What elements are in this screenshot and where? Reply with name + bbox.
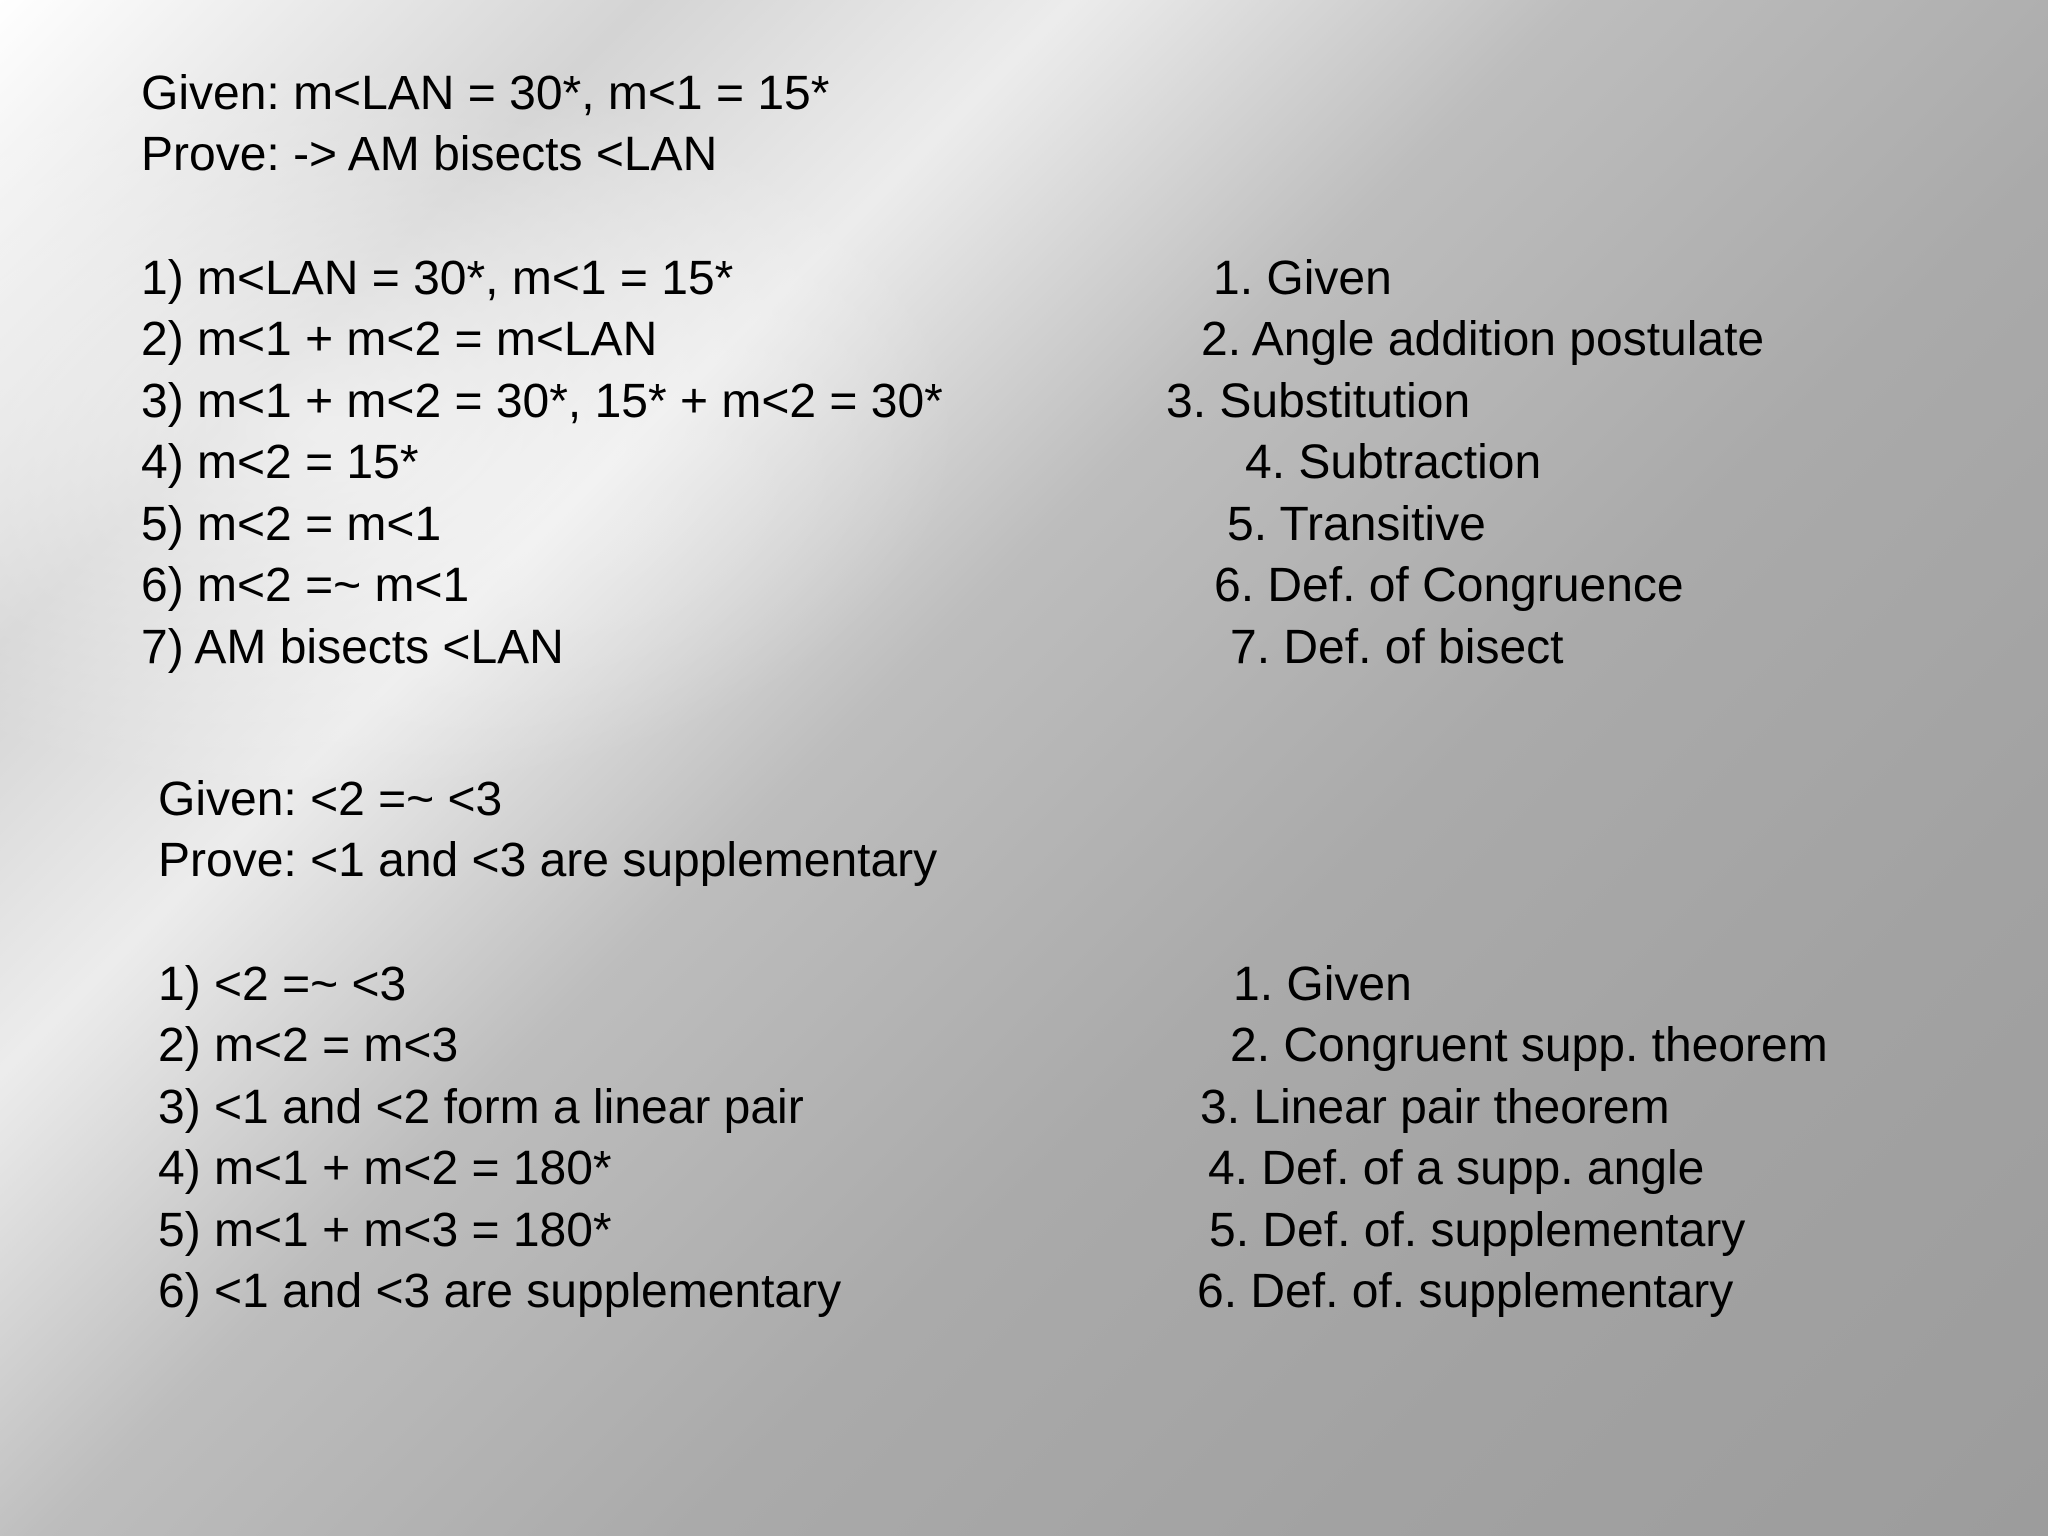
proof1-statement-5: 5) m<2 = m<1 xyxy=(141,498,442,551)
proof1-reason-2: 2. Angle addition postulate xyxy=(1201,313,1765,366)
proof1-statement-6: 6) m<2 =~ m<1 xyxy=(141,559,470,612)
proof1-statement-1: 1) m<LAN = 30*, m<1 = 15* xyxy=(141,252,734,305)
proof1-given: Given: m<LAN = 30*, m<1 = 15* xyxy=(141,67,830,120)
proof1-reason-5: 5. Transitive xyxy=(1227,498,1486,551)
proof1-reason-7: 7. Def. of bisect xyxy=(1230,621,1564,674)
proof2-reason-2: 2. Congruent supp. theorem xyxy=(1230,1019,1828,1072)
proof2-statement-6: 6) <1 and <3 are supplementary xyxy=(158,1265,842,1318)
proof1-reason-6: 6. Def. of Congruence xyxy=(1214,559,1684,612)
proof1-statement-3: 3) m<1 + m<2 = 30*, 15* + m<2 = 30* xyxy=(141,375,943,428)
proof2-reason-5: 5. Def. of. supplementary xyxy=(1209,1204,1746,1257)
proof2-statement-3: 3) <1 and <2 form a linear pair xyxy=(158,1081,804,1134)
proof2-statement-4: 4) m<1 + m<2 = 180* xyxy=(158,1142,612,1195)
proof2-reason-3: 3. Linear pair theorem xyxy=(1200,1081,1670,1134)
proof1-reason-1: 1. Given xyxy=(1213,252,1392,305)
proof2-reason-1: 1. Given xyxy=(1233,958,1412,1011)
proof2-given: Given: <2 =~ <3 xyxy=(158,773,503,826)
proof2-statement-1: 1) <2 =~ <3 xyxy=(158,958,407,1011)
proof2-prove: Prove: <1 and <3 are supplementary xyxy=(158,834,938,887)
proof1-reason-3: 3. Substitution xyxy=(1166,375,1471,428)
proof2-reason-4: 4. Def. of a supp. angle xyxy=(1208,1142,1705,1195)
proof2-reason-6: 6. Def. of. supplementary xyxy=(1197,1265,1734,1318)
proof1-reason-4: 4. Subtraction xyxy=(1245,436,1542,489)
proof1-statement-7: 7) AM bisects <LAN xyxy=(141,621,564,674)
proof1-statement-2: 2) m<1 + m<2 = m<LAN xyxy=(141,313,658,366)
proof1-prove: Prove: -> AM bisects <LAN xyxy=(141,128,718,181)
proof1-statement-4: 4) m<2 = 15* xyxy=(141,436,419,489)
proof2-statement-5: 5) m<1 + m<3 = 180* xyxy=(158,1204,612,1257)
proof2-statement-2: 2) m<2 = m<3 xyxy=(158,1019,459,1072)
